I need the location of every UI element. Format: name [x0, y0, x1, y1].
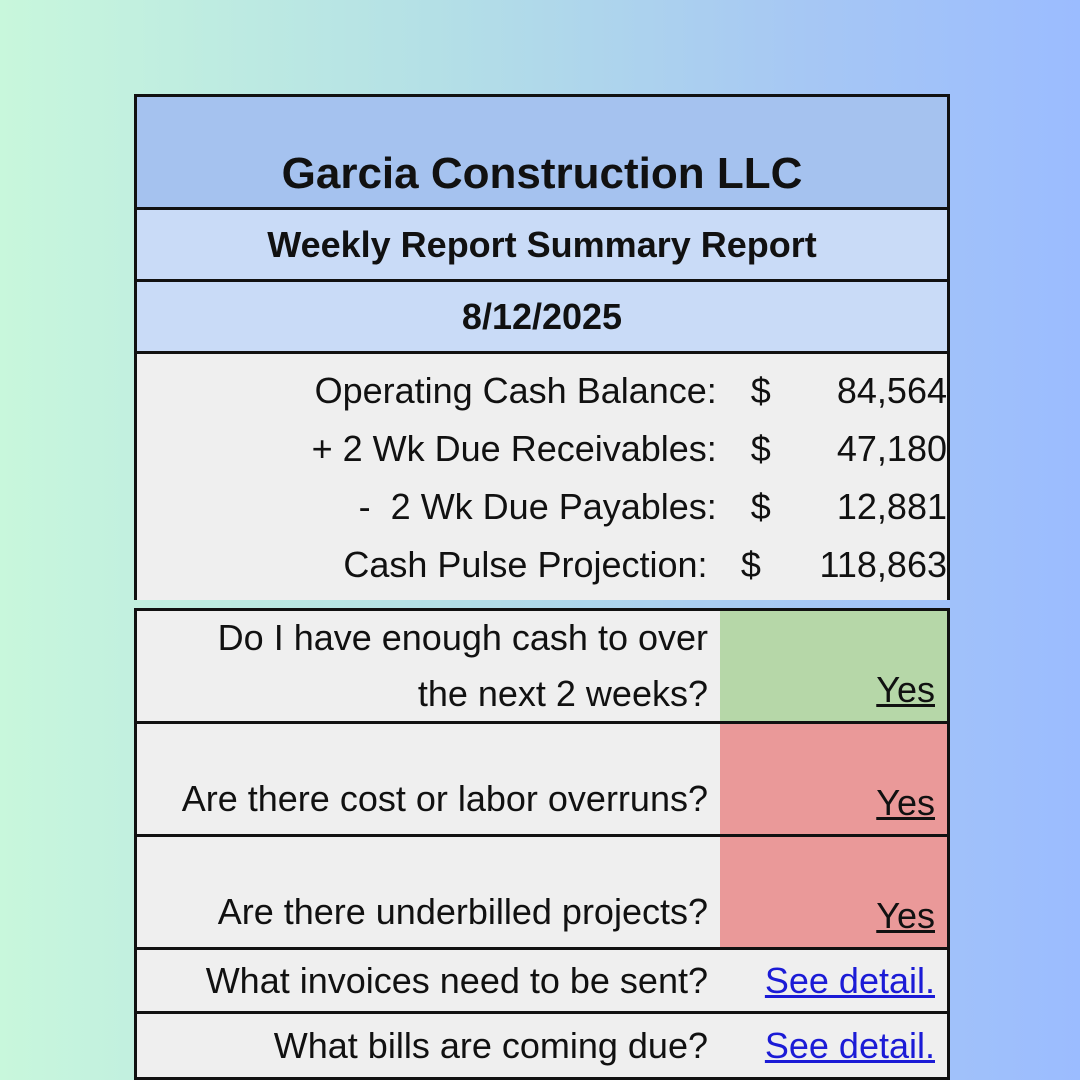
question-line: What invoices need to be sent?	[205, 959, 708, 1001]
question-line: the next 2 weeks?	[417, 673, 708, 714]
summary-card	[134, 94, 950, 600]
cash-value: 118,863	[819, 544, 947, 585]
see-detail-link[interactable]: See detail.	[764, 959, 935, 1001]
question-row-invoices	[137, 950, 947, 1014]
cash-value: 84,564	[836, 370, 947, 411]
currency-symbol: $	[740, 544, 761, 585]
answer-cell[interactable]	[720, 724, 947, 834]
question-row-bills	[137, 1014, 947, 1080]
question-row-underbilled	[137, 837, 947, 950]
currency-symbol: $	[750, 486, 771, 527]
question-text	[137, 837, 720, 947]
answer-link[interactable]: Yes	[876, 782, 935, 823]
cash-row-receivables	[137, 420, 947, 478]
question-text	[137, 611, 720, 721]
question-line: Are there cost or labor overruns?	[181, 778, 708, 819]
answer-cell[interactable]	[720, 611, 947, 721]
question-row-cash	[137, 611, 947, 724]
question-line: What bills are coming due?	[273, 1024, 708, 1066]
answer-cell[interactable]	[720, 837, 947, 947]
cash-value: 47,180	[836, 428, 947, 469]
cash-label: + 2 Wk Due Receivables:	[311, 428, 717, 469]
question-text	[137, 950, 720, 1011]
answer-link[interactable]: Yes	[876, 669, 935, 710]
currency-symbol: $	[750, 370, 771, 411]
cash-value: 12,881	[836, 486, 947, 527]
cash-summary	[137, 354, 947, 600]
cash-label: Cash Pulse Projection:	[343, 544, 708, 585]
question-text	[137, 724, 720, 834]
answer-link[interactable]: Yes	[876, 895, 935, 936]
currency-symbol: $	[750, 428, 771, 469]
cash-row-payables	[137, 478, 947, 536]
answer-cell[interactable]	[720, 950, 947, 1011]
see-detail-link[interactable]: See detail.	[764, 1024, 935, 1066]
question-row-overruns	[137, 724, 947, 837]
question-line: Do I have enough cash to over	[217, 617, 708, 658]
report-date: 8/12/2025	[137, 282, 947, 354]
questions-card	[134, 608, 950, 1080]
question-text	[137, 1014, 720, 1077]
cash-row-projection	[137, 536, 947, 594]
cash-label: Operating Cash Balance:	[314, 370, 717, 411]
company-name: Garcia Construction LLC	[281, 149, 803, 198]
cash-row-operating	[137, 362, 947, 420]
cash-label: - 2 Wk Due Payables:	[358, 486, 717, 527]
question-line: Are there underbilled projects?	[217, 891, 708, 932]
answer-cell[interactable]	[720, 1014, 947, 1077]
company-header	[137, 97, 947, 210]
report-title: Weekly Report Summary Report	[137, 210, 947, 282]
